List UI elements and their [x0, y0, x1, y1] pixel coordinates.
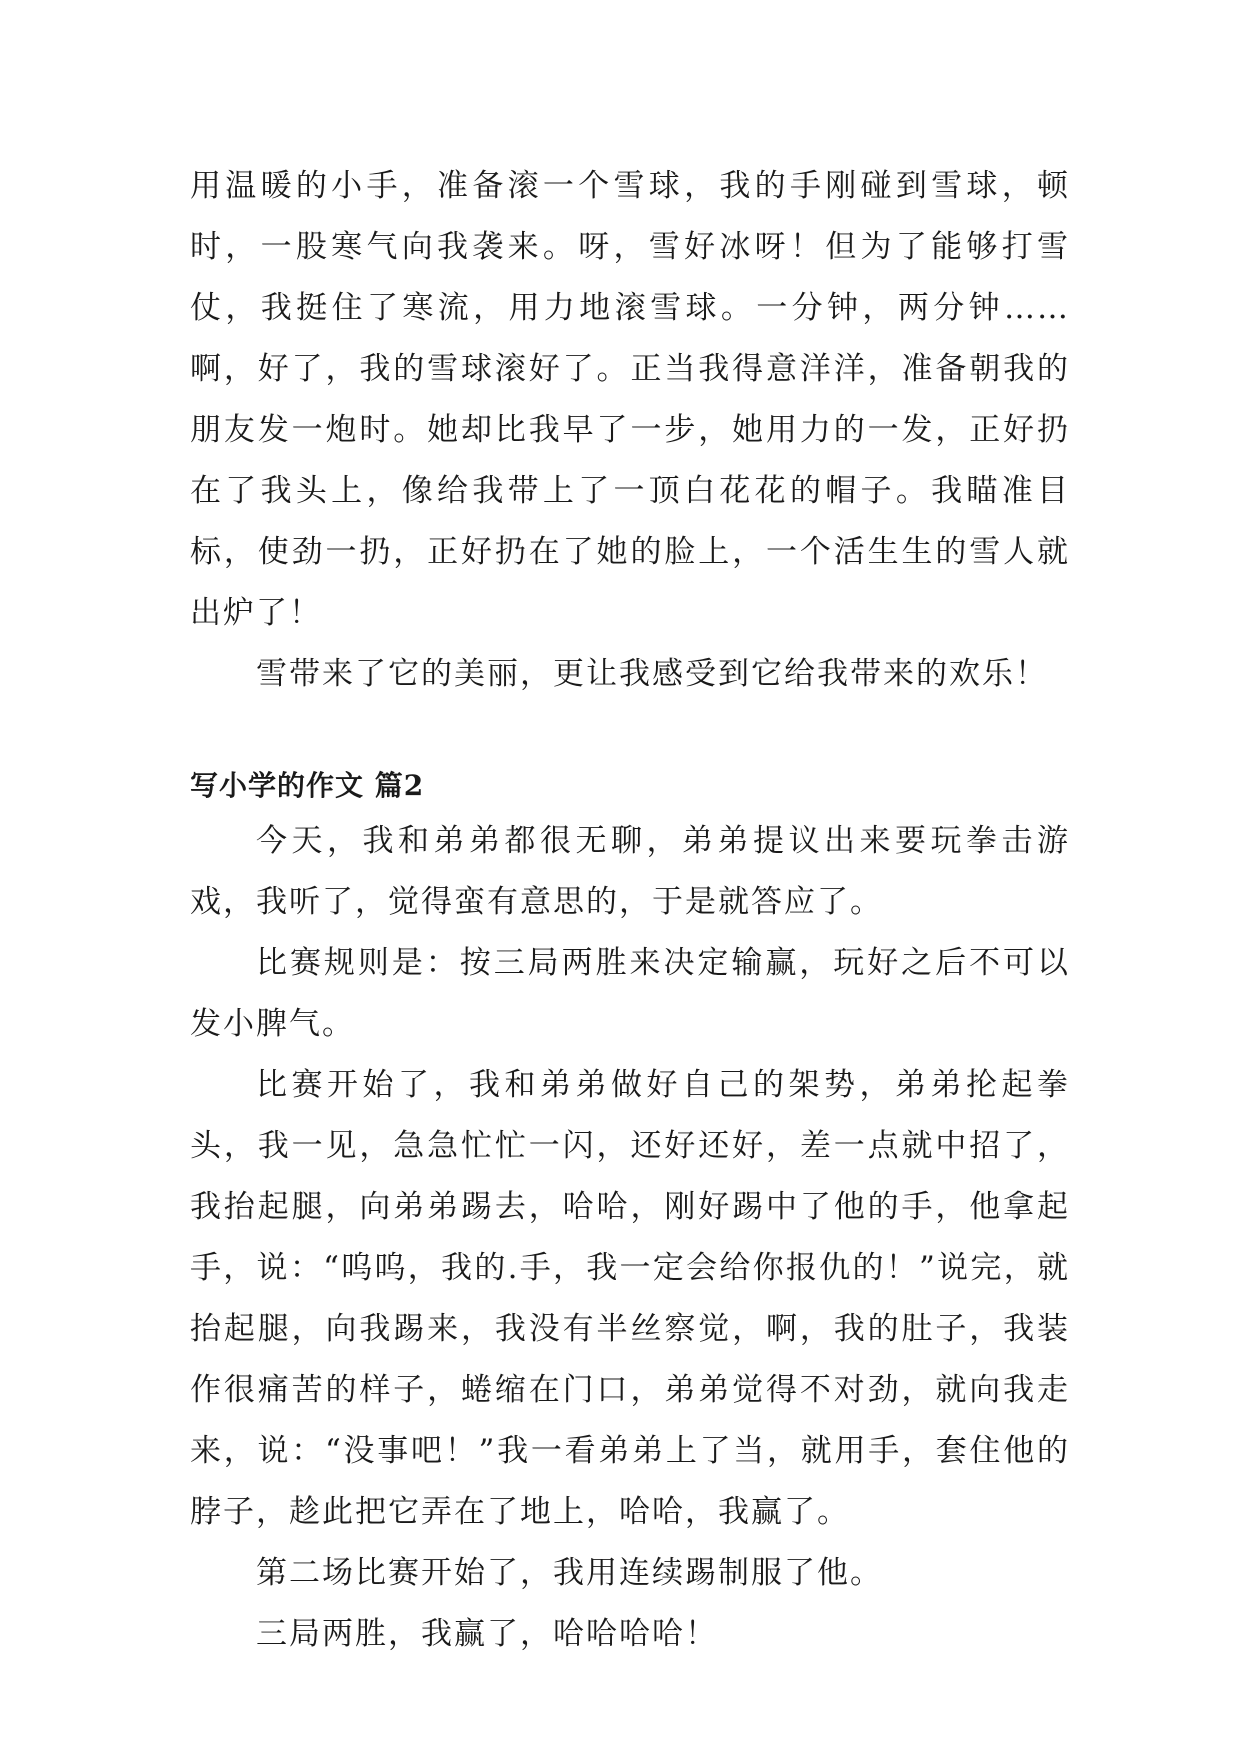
paragraph-snowball: 用温暖的小手，准备滚一个雪球，我的手刚碰到雪球，顿时，一股寒气向我袭来。呀，雪好冰呀！但为了能够打雪仗，我挺住了寒流，用力地滚雪球。一分钟，两分钟……啊，好了，我的雪球滚好了。正当我得意洋洋，准备朝我的朋友发一炮时。她却比我早了一步，她用力的一发，正好扔在了我头上，像给我带上了一顶白花花的帽子。我瞄准目标，使劲一扔，正好扔在了她的脸上，一个活生生的雪人就出炉了！: [190, 168, 1070, 631]
document-page: [190, 156, 1070, 1665]
paragraph-rules: 比赛规则是：按三局两胜来决定输赢，玩好之后不可以发小脾气。: [190, 945, 1070, 1042]
paragraph-snow-joy: 雪带来了它的美丽，更让我感受到它给我带来的欢乐！: [256, 656, 1048, 692]
paragraph-first-match: 比赛开始了，我和弟弟做好自己的架势，弟弟抡起拳头，我一见，急急忙忙一闪，还好还好，差一点就中招了，我抬起腿，向弟弟踢去，哈哈，刚好踢中了他的手，他拿起手，说：“呜呜，我的.手，我一定会给你报仇的！”说完，就抬起腿，向我踢来，我没有半丝察觉，啊，我的肚子，我装作很痛苦的样子，蜷缩在门口，弟弟觉得不对劲，就向我走来，说：“没事吧！”我一看弟弟上了当，就用手，套住他的脖子，趁此把它弄在了地上，哈哈，我赢了。: [190, 1067, 1070, 1530]
paragraph-second-match: 第二场比赛开始了，我用连续踢制服了他。: [256, 1555, 883, 1591]
paragraph-boxing-intro: 今天，我和弟弟都很无聊，弟弟提议出来要玩拳击游戏，我听了，觉得蛮有意思的，于是就答应了。: [190, 823, 1070, 920]
paragraph-result: 三局两胜，我赢了，哈哈哈哈！: [256, 1616, 718, 1652]
section-title: 写小学的作文 篇2: [190, 769, 425, 802]
